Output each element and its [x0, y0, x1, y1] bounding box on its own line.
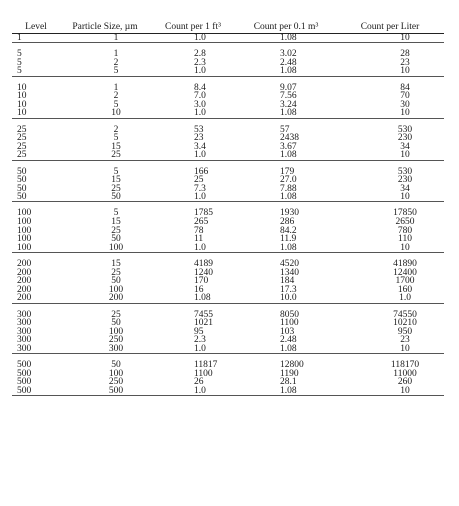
particle-size-cell: 200 [108, 293, 124, 304]
count-ft3-cell: 1.0 [194, 192, 206, 203]
table-row [12, 92, 444, 101]
level-group [12, 168, 444, 203]
particle-size-cell: 5 [113, 166, 119, 177]
count-01m3-cell: 1190 [280, 368, 299, 379]
count-ft3-cell: 265 [194, 217, 209, 228]
level-cell: 200 [17, 276, 32, 287]
count-01m3-cell: 1340 [280, 267, 299, 278]
count-liter-cell: 10 [400, 343, 410, 354]
level-cell: 50 [17, 183, 27, 194]
particle-size-cell: 25 [111, 225, 121, 236]
header-particle-size: Particle Size, µm [72, 22, 138, 32]
count-01m3-cell: 57 [280, 124, 290, 135]
count-liter-cell: 23 [400, 57, 410, 68]
count-ft3-cell: 1100 [194, 368, 213, 379]
header-count-per-01m3: Count per 0.1 m³ [253, 22, 319, 32]
count-liter-cell: 160 [397, 284, 413, 295]
table-row [12, 235, 444, 244]
level-group [12, 50, 444, 76]
count-01m3-cell: 2.48 [280, 57, 297, 68]
count-01m3-cell: 2438 [280, 133, 299, 144]
level-cell: 25 [17, 133, 27, 144]
level-cell: 50 [17, 192, 27, 203]
level-cell: 50 [17, 166, 27, 177]
table-row [12, 176, 444, 185]
table-row [12, 151, 444, 160]
count-ft3-cell: 16 [194, 284, 204, 295]
particle-size-cell: 50 [111, 234, 121, 245]
count-liter-cell: 84 [400, 82, 410, 93]
table-row [12, 311, 444, 320]
particle-size-cell: 25 [111, 267, 121, 278]
count-ft3-cell: 1.0 [194, 343, 206, 354]
particle-size-cell: 50 [111, 360, 121, 371]
count-01m3-cell: 4520 [280, 259, 299, 270]
count-ft3-cell: 1.08 [194, 293, 211, 304]
particle-size-cell: 5 [113, 208, 119, 219]
level-cell: 200 [17, 284, 32, 295]
level-group [12, 260, 444, 304]
count-01m3-cell: 1100 [280, 318, 299, 329]
count-ft3-cell: 1.0 [194, 150, 206, 161]
table-row [12, 59, 444, 68]
count-01m3-cell: 103 [280, 326, 295, 337]
table-row [12, 185, 444, 194]
level-cell: 10 [17, 91, 27, 102]
count-ft3-cell: 1240 [194, 267, 213, 278]
particle-size-cell: 25 [111, 150, 121, 161]
particle-size-cell: 5 [113, 66, 119, 77]
level-cell: 100 [17, 208, 32, 219]
count-liter-cell: 74550 [393, 309, 417, 320]
level-cell: 300 [17, 343, 32, 354]
count-liter-cell: 41890 [393, 259, 417, 270]
particle-size-cell: 2 [113, 57, 119, 68]
level-group [12, 209, 444, 253]
particle-size-cell: 250 [108, 377, 124, 388]
table-row [12, 387, 444, 396]
count-01m3-cell: 1.08 [280, 242, 297, 253]
particle-size-cell: 15 [111, 259, 121, 270]
level-cell: 200 [17, 293, 32, 304]
level-cell: 200 [17, 259, 32, 270]
level-cell: 25 [17, 150, 27, 161]
count-liter-cell: 10 [400, 150, 410, 161]
table-row [12, 227, 444, 236]
particle-size-cell: 300 [108, 343, 124, 354]
table-row [12, 84, 444, 93]
count-ft3-cell: 95 [194, 326, 204, 337]
count-01m3-cell: 1.08 [280, 108, 297, 119]
level-cell: 300 [17, 326, 32, 337]
count-liter-cell: 118170 [390, 360, 420, 371]
particle-size-cell: 100 [108, 368, 124, 379]
table-row [12, 319, 444, 328]
table-row [12, 361, 444, 370]
table-row [12, 286, 444, 295]
count-ft3-cell: 23 [194, 133, 204, 144]
count-01m3-cell: 8050 [280, 309, 299, 320]
count-liter-cell: 70 [400, 91, 410, 102]
count-liter-cell: 12400 [393, 267, 417, 278]
particle-size-cell: 50 [111, 192, 121, 203]
level-cell: 100 [17, 234, 32, 245]
count-01m3-cell: 3.67 [280, 141, 297, 152]
count-liter-cell: 28 [400, 49, 410, 60]
particle-size-cell: 500 [108, 385, 124, 396]
count-liter-cell: 34 [400, 183, 410, 194]
count-01m3-cell: 1.08 [280, 66, 297, 77]
count-ft3-cell: 1.0 [194, 33, 206, 43]
table-row [12, 134, 444, 143]
count-ft3-cell: 4189 [194, 259, 213, 270]
particle-size-cell: 100 [108, 326, 124, 337]
count-ft3-cell: 1.0 [194, 108, 206, 119]
count-01m3-cell: 12800 [280, 360, 304, 371]
table-row [12, 244, 444, 253]
count-ft3-cell: 1.0 [194, 385, 206, 396]
count-01m3-cell: 1.08 [280, 343, 297, 354]
level-cell: 100 [17, 217, 32, 228]
count-liter-cell: 10 [400, 242, 410, 253]
table-row [12, 34, 444, 43]
table-row [12, 109, 444, 118]
table-header-row [12, 22, 444, 34]
table-row [12, 50, 444, 59]
table-row [12, 345, 444, 354]
count-ft3-cell: 1785 [194, 208, 213, 219]
count-liter-cell: 10 [400, 33, 410, 43]
level-cell: 500 [17, 377, 32, 388]
count-01m3-cell: 84.2 [280, 225, 297, 236]
particle-size-cell: 50 [111, 276, 121, 287]
table-row [12, 67, 444, 76]
particle-size-cell: 15 [111, 175, 121, 186]
count-01m3-cell: 1.08 [280, 385, 297, 396]
level-group [12, 361, 444, 396]
particle-size-cell: 25 [111, 309, 121, 320]
count-liter-cell: 230 [397, 175, 413, 186]
level-cell: 300 [17, 318, 32, 329]
table-row [12, 328, 444, 337]
count-01m3-cell: 3.02 [280, 49, 297, 60]
count-01m3-cell: 1.08 [280, 192, 297, 203]
count-ft3-cell: 7455 [194, 309, 213, 320]
count-liter-cell: 1700 [395, 276, 415, 287]
table-row [12, 193, 444, 202]
count-ft3-cell: 170 [194, 276, 209, 287]
particle-count-table [12, 22, 444, 396]
table-row [12, 126, 444, 135]
table-row [12, 260, 444, 269]
table-row [12, 143, 444, 152]
particle-size-cell: 100 [108, 284, 124, 295]
particle-size-cell: 1 [113, 33, 119, 43]
level-cell: 5 [17, 49, 22, 60]
header-count-per-ft3: Count per 1 ft³ [165, 22, 221, 32]
level-cell: 5 [17, 66, 22, 77]
count-liter-cell: 2650 [395, 217, 415, 228]
count-ft3-cell: 78 [194, 225, 204, 236]
level-group [12, 34, 444, 43]
particle-size-cell: 10 [111, 108, 121, 119]
table-body [12, 34, 444, 396]
count-ft3-cell: 3.0 [194, 99, 206, 110]
table-row [12, 294, 444, 303]
count-liter-cell: 260 [397, 377, 413, 388]
count-ft3-cell: 7.0 [194, 91, 206, 102]
count-ft3-cell: 166 [194, 166, 209, 177]
count-01m3-cell: 1.08 [280, 33, 297, 43]
level-group [12, 311, 444, 355]
level-cell: 500 [17, 360, 32, 371]
table-row [12, 378, 444, 387]
header-count-per-liter: Count per Liter [360, 22, 420, 32]
header-level: Level [25, 22, 47, 32]
particle-size-cell: 25 [111, 183, 121, 194]
level-cell: 25 [17, 124, 27, 135]
level-cell: 500 [17, 385, 32, 396]
count-liter-cell: 10 [400, 192, 410, 203]
table-row [12, 209, 444, 218]
count-ft3-cell: 3.4 [194, 141, 206, 152]
count-ft3-cell: 2.3 [194, 335, 206, 346]
count-01m3-cell: 10.0 [280, 293, 297, 304]
particle-size-cell: 2 [113, 124, 119, 135]
count-01m3-cell: 3.24 [280, 99, 297, 110]
count-liter-cell: 780 [397, 225, 413, 236]
particle-size-cell: 15 [111, 141, 121, 152]
count-01m3-cell: 17.3 [280, 284, 297, 295]
level-cell: 25 [17, 141, 27, 152]
count-01m3-cell: 9.07 [280, 82, 297, 93]
level-cell: 300 [17, 335, 32, 346]
level-group [12, 84, 444, 119]
count-01m3-cell: 2.48 [280, 335, 297, 346]
count-01m3-cell: 28.1 [280, 377, 297, 388]
count-ft3-cell: 53 [194, 124, 204, 135]
count-01m3-cell: 184 [280, 276, 295, 287]
level-cell: 5 [17, 57, 22, 68]
level-cell: 100 [17, 225, 32, 236]
level-cell: 300 [17, 309, 32, 320]
level-group [12, 126, 444, 161]
count-liter-cell: 110 [398, 234, 412, 245]
count-liter-cell: 230 [397, 133, 413, 144]
particle-size-cell: 250 [108, 335, 124, 346]
count-01m3-cell: 7.88 [280, 183, 297, 194]
level-cell: 500 [17, 368, 32, 379]
count-liter-cell: 11000 [393, 368, 417, 379]
table-row [12, 101, 444, 110]
count-liter-cell: 950 [397, 326, 413, 337]
count-liter-cell: 530 [397, 124, 413, 135]
particle-size-cell: 5 [113, 133, 119, 144]
particle-size-cell: 1 [113, 82, 119, 93]
count-liter-cell: 23 [400, 335, 410, 346]
count-liter-cell: 10 [400, 66, 410, 77]
level-cell: 1 [17, 33, 22, 43]
table-row [12, 277, 444, 286]
count-ft3-cell: 1.0 [194, 66, 206, 77]
count-liter-cell: 530 [397, 166, 413, 177]
count-01m3-cell: 1930 [280, 208, 299, 219]
count-liter-cell: 10210 [393, 318, 417, 329]
count-01m3-cell: 11.9 [280, 234, 297, 245]
level-cell: 10 [17, 82, 27, 93]
count-ft3-cell: 2.8 [194, 49, 206, 60]
particle-size-cell: 1 [113, 49, 119, 60]
table-row [12, 269, 444, 278]
count-liter-cell: 1.0 [399, 293, 411, 304]
table-row [12, 370, 444, 379]
count-ft3-cell: 8.4 [194, 82, 206, 93]
count-ft3-cell: 11 [194, 234, 204, 245]
count-ft3-cell: 1.0 [194, 242, 206, 253]
count-ft3-cell: 2.3 [194, 57, 206, 68]
count-liter-cell: 10 [400, 385, 410, 396]
table-row [12, 168, 444, 177]
count-ft3-cell: 26 [194, 377, 204, 388]
particle-size-cell: 5 [113, 99, 119, 110]
count-liter-cell: 34 [400, 141, 410, 152]
count-01m3-cell: 27.0 [280, 175, 297, 186]
count-liter-cell: 30 [400, 99, 410, 110]
table-row [12, 218, 444, 227]
count-01m3-cell: 7.56 [280, 91, 297, 102]
particle-size-cell: 2 [113, 91, 119, 102]
count-liter-cell: 17850 [393, 208, 417, 219]
level-cell: 10 [17, 108, 27, 119]
level-cell: 100 [17, 242, 32, 253]
level-cell: 200 [17, 267, 32, 278]
count-01m3-cell: 1.08 [280, 150, 297, 161]
particle-size-cell: 15 [111, 217, 121, 228]
count-ft3-cell: 25 [194, 175, 204, 186]
count-liter-cell: 10 [400, 108, 410, 119]
count-ft3-cell: 1021 [194, 318, 213, 329]
level-cell: 10 [17, 99, 27, 110]
level-cell: 50 [17, 175, 27, 186]
particle-size-cell: 100 [108, 242, 124, 253]
particle-size-cell: 50 [111, 318, 121, 329]
count-01m3-cell: 286 [280, 217, 295, 228]
table-row [12, 336, 444, 345]
count-01m3-cell: 179 [280, 166, 295, 177]
count-ft3-cell: 11817 [194, 360, 218, 371]
count-ft3-cell: 7.3 [194, 183, 206, 194]
